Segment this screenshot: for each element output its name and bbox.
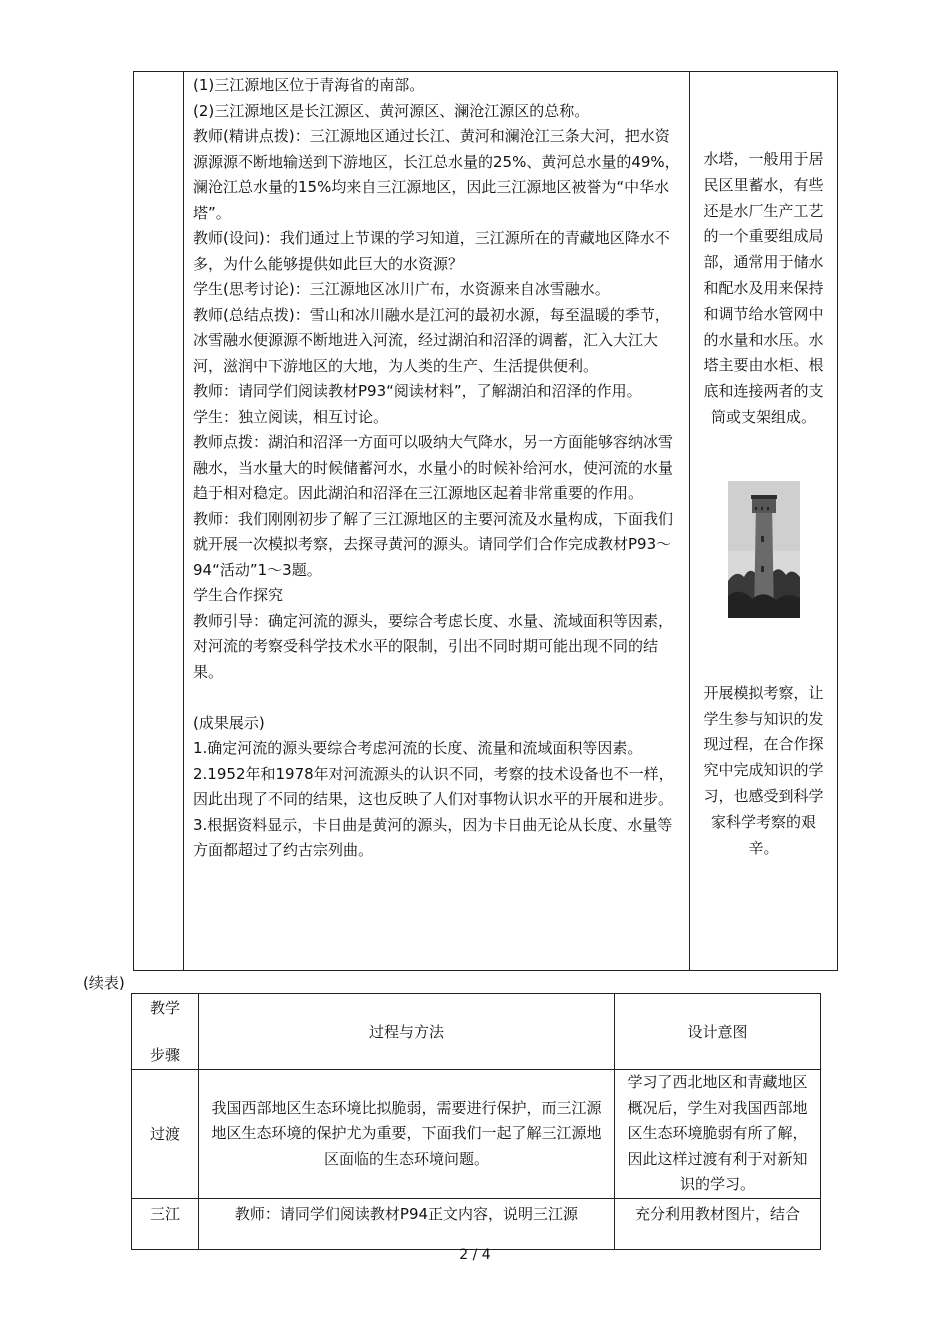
design-intent-note: 开展模拟考察，让学生参与知识的发现过程，在合作探究中完成知识的学习，也感受到科学家科学考察的艰辛。 <box>703 683 824 857</box>
table-row <box>132 1070 821 1199</box>
row-step: 三江 <box>132 1198 199 1249</box>
text-line: (1)三江源地区位于青海省的南部。 <box>193 76 425 94</box>
row-intent: 学习了西北地区和青藏地区概况后，学生对我国西部地区生态环境脆弱有所了解，因此这样过渡有利于对新知识的学习。 <box>615 1070 821 1199</box>
header-step-line2: 步骤 <box>149 1046 180 1064</box>
process-cell <box>184 72 690 971</box>
text-line: 教师：请同学们阅读教材P93“阅读材料”，了解湖泊和沼泽的作用。 <box>193 382 642 400</box>
text-line: 教师(精讲点拨)：三江源地区通过长江、黄河和澜沧江三条大河，把水资源源源不断地输送到下游地区，长江总水量的25%、黄河总水量的49%，澜沧江总水量的15%均来自三江源地区，因此三江源地区被誉为“中华水塔”。 <box>193 127 680 222</box>
lesson-table-top <box>133 71 838 971</box>
header-intent: 设计意图 <box>615 994 821 1070</box>
row-process: 教师：请同学们阅读教材P94正文内容，说明三江源 <box>199 1198 615 1249</box>
lesson-table-continued <box>131 993 821 1250</box>
continued-label: (续表) <box>83 974 125 992</box>
row-intent: 充分利用教材图片，结合 <box>615 1198 821 1249</box>
water-tower-note: 水塔，一般用于居民区里蓄水，有些还是水厂生产工艺的一个重要组成局部，通常用于储水和配水及用来保持和调节给水管网中的水量和水压。水塔主要由水柜、根底和连接两者的支筒或支架组成。 <box>703 150 824 426</box>
text-line: 学生合作探究 <box>193 586 284 604</box>
text-line: 1.确定河流的源头要综合考虑河流的长度、流量和流域面积等因素。 <box>193 739 643 757</box>
text-line: 教师(设问)：我们通过上节课的学习知道，三江源所在的青藏地区降水不多，为什么能够提供如此巨大的水资源？ <box>193 229 670 273</box>
text-line: (2)三江源地区是长江源区、黄河源区、澜沧江源区的总称。 <box>193 101 590 120</box>
header-step <box>132 994 199 1070</box>
text-line: 教师引导：确定河流的源头，要综合考虑长度、水量、流域面积等因素，对河流的考察受科学技术水平的限制，引出不同时期可能出现不同的结果。 <box>193 611 674 681</box>
header-step-line1: 教学 <box>149 999 180 1017</box>
text-line: 2.1952年和1978年对河流源头的认识不同，考察的技术设备也不一样，因此出现了不同的结果，这也反映了人们对事物认识水平的开展和进步。 <box>193 764 674 808</box>
blank-line <box>193 685 681 711</box>
row-process: 我国西部地区生态环境比拟脆弱，需要进行保护，而三江源地区生态环境的保护尤为重要，下面我们一起了解三江源地区面临的生态环境问题。 <box>199 1070 615 1199</box>
table-row <box>132 1198 821 1249</box>
table-header-row <box>132 994 821 1070</box>
page-number: 2 / 4 <box>459 1247 491 1263</box>
text-line: 教师点拨：湖泊和沼泽一方面可以吸纳大气降水，另一方面能够容纳冰雪融水，当水量大的时候储蓄河水，水量小的时候补给河水，使河流的水量趋于相对稳定。因此湖泊和沼泽在三江源地区起着非常重要的作用。 <box>193 433 674 502</box>
header-process: 过程与方法 <box>199 994 615 1070</box>
text-line: 教师：我们刚刚初步了解了三江源地区的主要河流及水量构成，下面我们就开展一次模拟考察，去探寻黄河的源头。请同学们合作完成教材P93～94“活动”1～3题。 <box>193 509 674 579</box>
step-cell-empty <box>134 72 184 971</box>
text-line: 教师(总结点拨)：雪山和冰川融水是江河的最初水源，每至温暖的季节，冰雪融水便源源不断地进入河流，经过湖泊和沼泽的调蓄，汇入大江大河，滋润中下游地区的大地，为人类的生产、生活提供便利。 <box>193 305 670 375</box>
text-line: 学生：独立阅读，相互讨论。 <box>193 407 389 426</box>
water-tower-photo <box>728 481 800 618</box>
text-line: (成果展示) <box>193 713 265 732</box>
intent-cell <box>690 72 838 971</box>
text-line: 3.根据资料显示，卡日曲是黄河的源头，因为卡日曲无论从长度、水量等方面都超过了约古宗列曲。 <box>193 815 673 859</box>
row-step: 过渡 <box>132 1070 199 1199</box>
text-line: 学生(思考讨论)：三江源地区冰川广布，水资源来自冰雪融水。 <box>193 280 610 298</box>
